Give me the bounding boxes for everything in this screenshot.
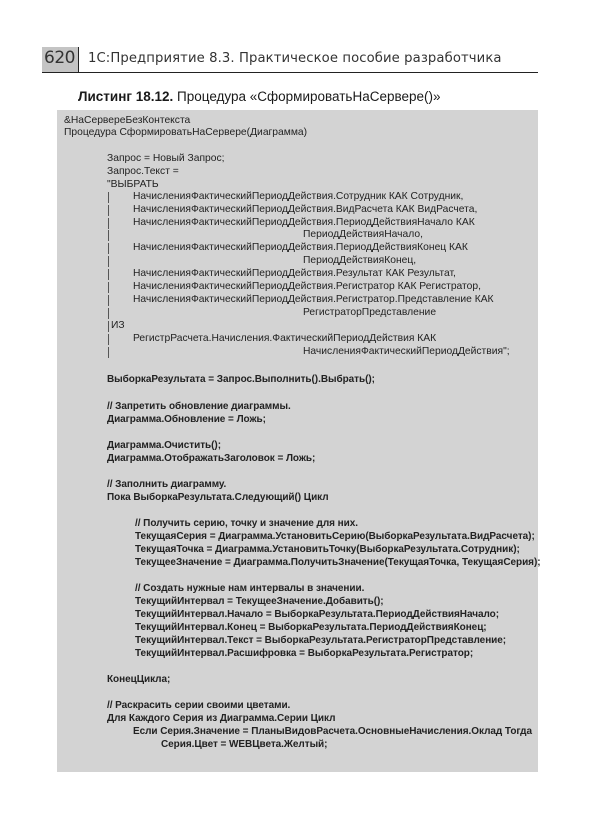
- code-line: НачисленияФактическийПериодДействия.ВидРасчета КАК ВидРасчета,: [133, 204, 478, 215]
- code-line: КонецЦикла;: [107, 674, 171, 685]
- code-line: ТекущийИнтервал.Расшифровка = ВыборкаРезультата.Регистратор;: [135, 648, 474, 659]
- code-line: НачисленияФактическийПериодДействия.ПериодДействияКонец КАК: [133, 242, 468, 253]
- page-number: 620: [44, 48, 75, 68]
- query-continuation-bar: [108, 230, 109, 241]
- code-line: ПериодДействияНачало,: [303, 229, 423, 240]
- query-continuation-bar: [108, 295, 109, 306]
- code-line: ТекущаяТочка = Диаграмма.УстановитьТочку(ВыборкаРезультата.Сотрудник);: [135, 544, 520, 555]
- listing-label: Листинг 18.12.: [78, 89, 174, 104]
- code-line: ТекущийИнтервал = ТекущееЗначение.Добавить();: [135, 596, 384, 607]
- code-line: // Раскрасить серии своими цветами.: [107, 700, 291, 711]
- query-continuation-bar: [108, 334, 109, 345]
- query-continuation-bar: [108, 269, 109, 280]
- code-line: РегистрРасчета.Начисления.ФактическийПериодДействия КАК: [133, 333, 437, 344]
- header-rule: [42, 72, 538, 73]
- query-continuation-bar: [108, 256, 109, 267]
- code-line: Для Каждого Серия из Диаграмма.Серии Цикл: [107, 713, 336, 724]
- code-line: ТекущееЗначение = Диаграмма.ПолучитьЗначение(ТекущаяТочка, ТекущаяСерия);: [135, 557, 541, 568]
- code-line: // Создать нужные нам интервалы в значении.: [135, 583, 365, 594]
- query-continuation-bar: [108, 282, 109, 293]
- code-line: Диаграмма.Очистить();: [107, 440, 221, 451]
- code-line: ТекущийИнтервал.Конец = ВыборкаРезультата.ПериодДействияКонец;: [135, 622, 487, 633]
- listing-caption: [78, 89, 441, 104]
- code-line: Если Серия.Значение = ПланыВидовРасчета.ОсновныеНачисления.Оклад Тогда: [133, 726, 532, 737]
- code-line: Серия.Цвет = WEBЦвета.Желтый;: [161, 739, 328, 750]
- code-line: // Заполнить диаграмму.: [107, 479, 227, 490]
- code-line: ИЗ: [111, 320, 125, 331]
- code-line: Запрос = Новый Запрос;: [107, 153, 225, 164]
- code-line: Процедура СформироватьНаСервере(Диаграмма): [64, 127, 308, 138]
- code-line: ТекущийИнтервал.Текст = ВыборкаРезультата.РегистраторПредставление;: [135, 635, 507, 646]
- code-line: // Получить серию, точку и значение для них.: [135, 518, 358, 529]
- code-line: НачисленияФактическийПериодДействия.ПериодДействияНачало КАК: [133, 217, 475, 228]
- code-line: ТекущийИнтервал.Начало = ВыборкаРезультата.ПериодДействияНачало;: [135, 609, 500, 620]
- code-line: Запрос.Текст =: [107, 166, 179, 177]
- query-continuation-bar: [108, 205, 109, 216]
- code-line: &НаСервереБезКонтекста: [64, 115, 191, 126]
- query-continuation-bar: [108, 218, 109, 229]
- query-continuation-bar: [108, 243, 109, 254]
- running-title: 1С:Предприятие 8.3. Практическое пособие разработчика: [88, 51, 502, 66]
- code-line: РегистраторПредставление: [303, 307, 437, 318]
- query-continuation-bar: [108, 308, 109, 319]
- code-line: ВыборкаРезультата = Запрос.Выполнить().Выбрать();: [107, 374, 375, 385]
- code-line: НачисленияФактическийПериодДействия.Регистратор.Представление КАК: [133, 294, 494, 305]
- code-line: Диаграмма.Обновление = Ложь;: [107, 414, 266, 425]
- query-continuation-bar: [108, 321, 109, 332]
- code-line: НачисленияФактическийПериодДействия.Регистратор КАК Регистратор,: [133, 281, 481, 292]
- code-line: Пока ВыборкаРезультата.Следующий() Цикл: [107, 492, 329, 503]
- query-continuation-bar: [108, 347, 109, 358]
- code-line: НачисленияФактическийПериодДействия.Результат КАК Результат,: [133, 268, 456, 279]
- code-line: // Запретить обновление диаграммы.: [107, 401, 291, 412]
- code-line: "ВЫБРАТЬ: [107, 179, 159, 190]
- code-line: ПериодДействияКонец,: [303, 255, 417, 266]
- code-line: ТекущаяСерия = Диаграмма.УстановитьСерию(ВыборкаРезультата.ВидРасчета);: [135, 531, 535, 542]
- code-line: НачисленияФактическийПериодДействия.Сотрудник КАК Сотрудник,: [133, 191, 464, 202]
- listing-caption-text: Процедура «СформироватьНаСервере()»: [177, 89, 441, 104]
- code-line: Диаграмма.ОтображатьЗаголовок = Ложь;: [107, 453, 316, 464]
- code-line: НачисленияФактическийПериодДействия";: [303, 346, 510, 357]
- query-continuation-bar: [108, 192, 109, 203]
